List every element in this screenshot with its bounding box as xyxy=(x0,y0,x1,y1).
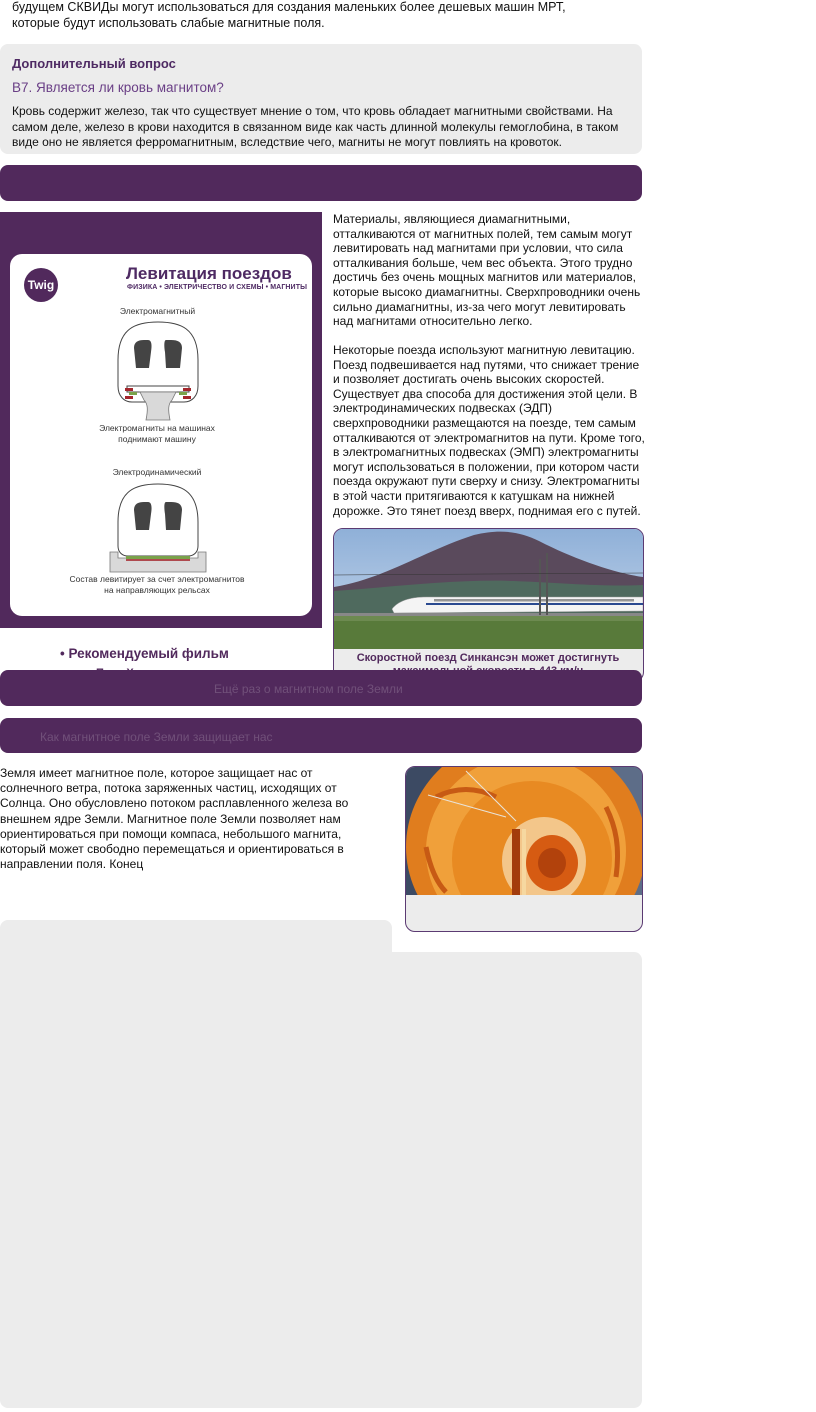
diamagnetic-paragraph: Материалы, являющиеся диамагнитными, отталкиваются от магнитных полей, тем самым могут левитировать над магнитами при условии, что сила отталкивания больше, чем вес объекта. Этого трудно достичь без очень мощных магнитов или материалов, которые высоко диамагнитны. Сверхпроводники очень сильно диамагнитны, из-за чего могут левитировать над магнитами относительно легко. xyxy=(333,212,641,329)
card-title: Левитация поездов xyxy=(126,264,292,283)
recommended-film-heading: • Рекомендуемый фильм xyxy=(60,646,229,661)
video-band-2[interactable] xyxy=(0,718,642,753)
intro-paragraph: будущем СКВИДы могут использоваться для создания маленьких более дешевых машин МРТ, которые будут использовать слабые магнитные поля. xyxy=(12,0,566,30)
diagram1-caption-line1: Электромагниты на машинах xyxy=(99,423,215,433)
video-band-1-label: Ещё раз о магнитном поле Земли xyxy=(214,682,403,696)
extra-question-title: Дополнительный вопрос xyxy=(12,56,176,71)
extra-question-answer: Кровь содержит железо, так что существует мнение о том, что кровь обладает магнитными свойствами. На самом деле, железо в крови находится в связанном виде как часть длинной молекулы гемоглобина, в таком виде оно не является ферромагнитным, вследствие чего, магниты не могут повлиять на кровоток. xyxy=(12,104,619,149)
earth-core-graphic xyxy=(406,767,642,897)
electromagnetic-diagram xyxy=(108,318,208,422)
extra-question-heading: В7. Является ли кровь магнитом? xyxy=(12,80,224,95)
maglev-paragraph: Некоторые поезда используют магнитную левитацию. Поезд подвешивается над путями, что снижает трение и позволяет достигать очень высоких скоростей. Существует два способа для достижения этой цели. В электродинамических подвесках (ЭДП) сверхпроводники размещаются на поезде, тем самым отталкиваются от электромагнитов на пути. Кроме того, в электромагнитных подвесках (ЭМП) электромагниты могут использоваться в положении, при котором части поезда окружают пути сверху и снизу. Электромагниты в этой части притягиваются к катушкам на нижней дорожке. Это тянет поезд вверх, поднимая его с путей. xyxy=(333,343,645,518)
diagram1-title: Электромагнитный xyxy=(119,306,196,316)
lower-panel xyxy=(0,952,642,1408)
twig-logo: Twig xyxy=(24,268,58,302)
diagram2-caption xyxy=(56,574,258,595)
diagram2-caption-line2: на направляющих рельсах xyxy=(104,584,210,595)
diagram2-caption-line1: Состав левитирует за счет электромагнитов xyxy=(69,574,245,584)
card-subtitle: ФИЗИКА • ЭЛЕКТРИЧЕСТВО И СХЕМЫ • МАГНИТЫ xyxy=(127,284,308,291)
diagram2-title: Электродинамический xyxy=(112,467,202,477)
section-header-band xyxy=(0,165,642,201)
electrodynamic-diagram xyxy=(108,480,208,574)
video-band-1[interactable] xyxy=(0,670,642,706)
earth-magnetic-field-paragraph: Земля имеет магнитное поле, которое защищает нас от солнечного ветра, потока заряженных частиц, исходящих от Солнца. Оно обусловлено потоком расплавленного железа во внешнем ядре Земли. Магнитное поле Земли позволяет нам ориентироваться при помощи компаса, небольшого магнита, который может свободно перемещаться и ориентироваться в направлении поля. Конец xyxy=(0,766,349,872)
earth-core-image xyxy=(405,766,643,932)
diagram1-caption-line2: поднимают машину xyxy=(118,433,196,444)
video-band-2-label: Как магнитное поле Земли защищает нас xyxy=(40,730,273,744)
shinkansen-photo-image xyxy=(334,529,643,649)
diagram1-caption xyxy=(70,423,244,444)
photo-caption: Скоростной поезд Синкансэн может достигнуть xyxy=(356,652,620,664)
